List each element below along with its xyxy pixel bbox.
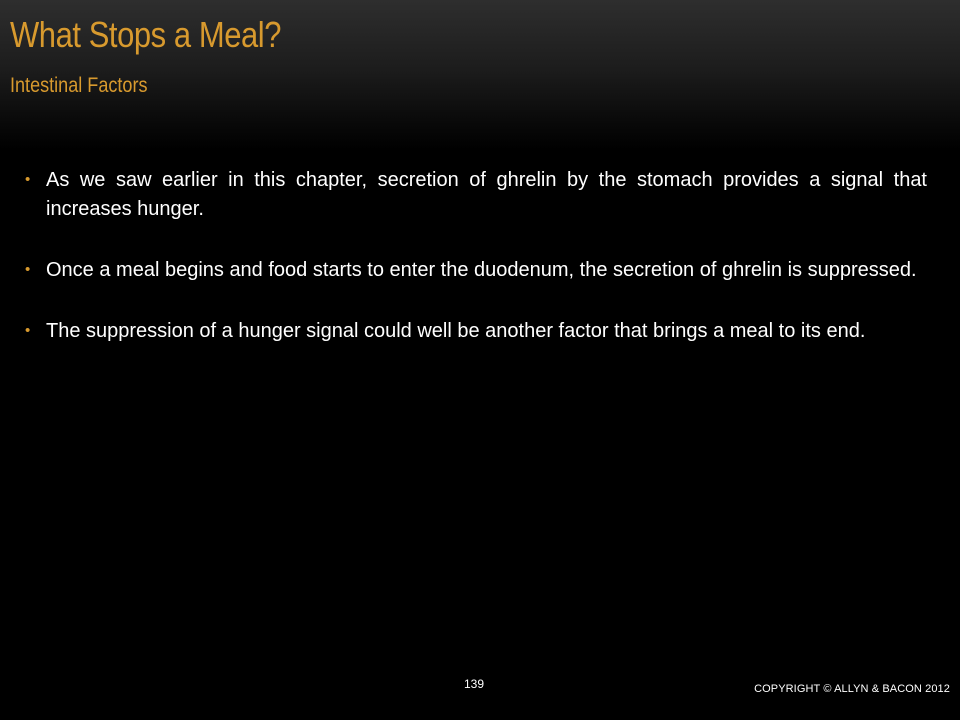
bullet-text: The suppression of a hunger signal could well be another factor that brings a meal to its end. (46, 320, 866, 342)
bullet-item (25, 317, 927, 346)
slide-title: What Stops a Meal? (10, 14, 282, 55)
page-number: 139 (464, 677, 485, 691)
copyright-notice: COPYRIGHT © ALLYN & BACON 2012 (754, 683, 950, 695)
bullet-text: As we saw earlier in this chapter, secretion of ghrelin by the stomach provides a signal that increases hunger. (46, 169, 927, 220)
bullet-dot-icon: • (25, 261, 31, 278)
bullet-text: Once a meal begins and food starts to enter the duodenum, the secretion of ghrelin is suppressed. (46, 259, 917, 281)
bullet-item (25, 166, 927, 224)
bullet-item (25, 256, 927, 285)
slide-subtitle: Intestinal Factors (10, 74, 148, 97)
bullet-dot-icon: • (25, 322, 31, 339)
bullet-dot-icon: • (25, 171, 31, 188)
bullet-list (25, 166, 927, 378)
